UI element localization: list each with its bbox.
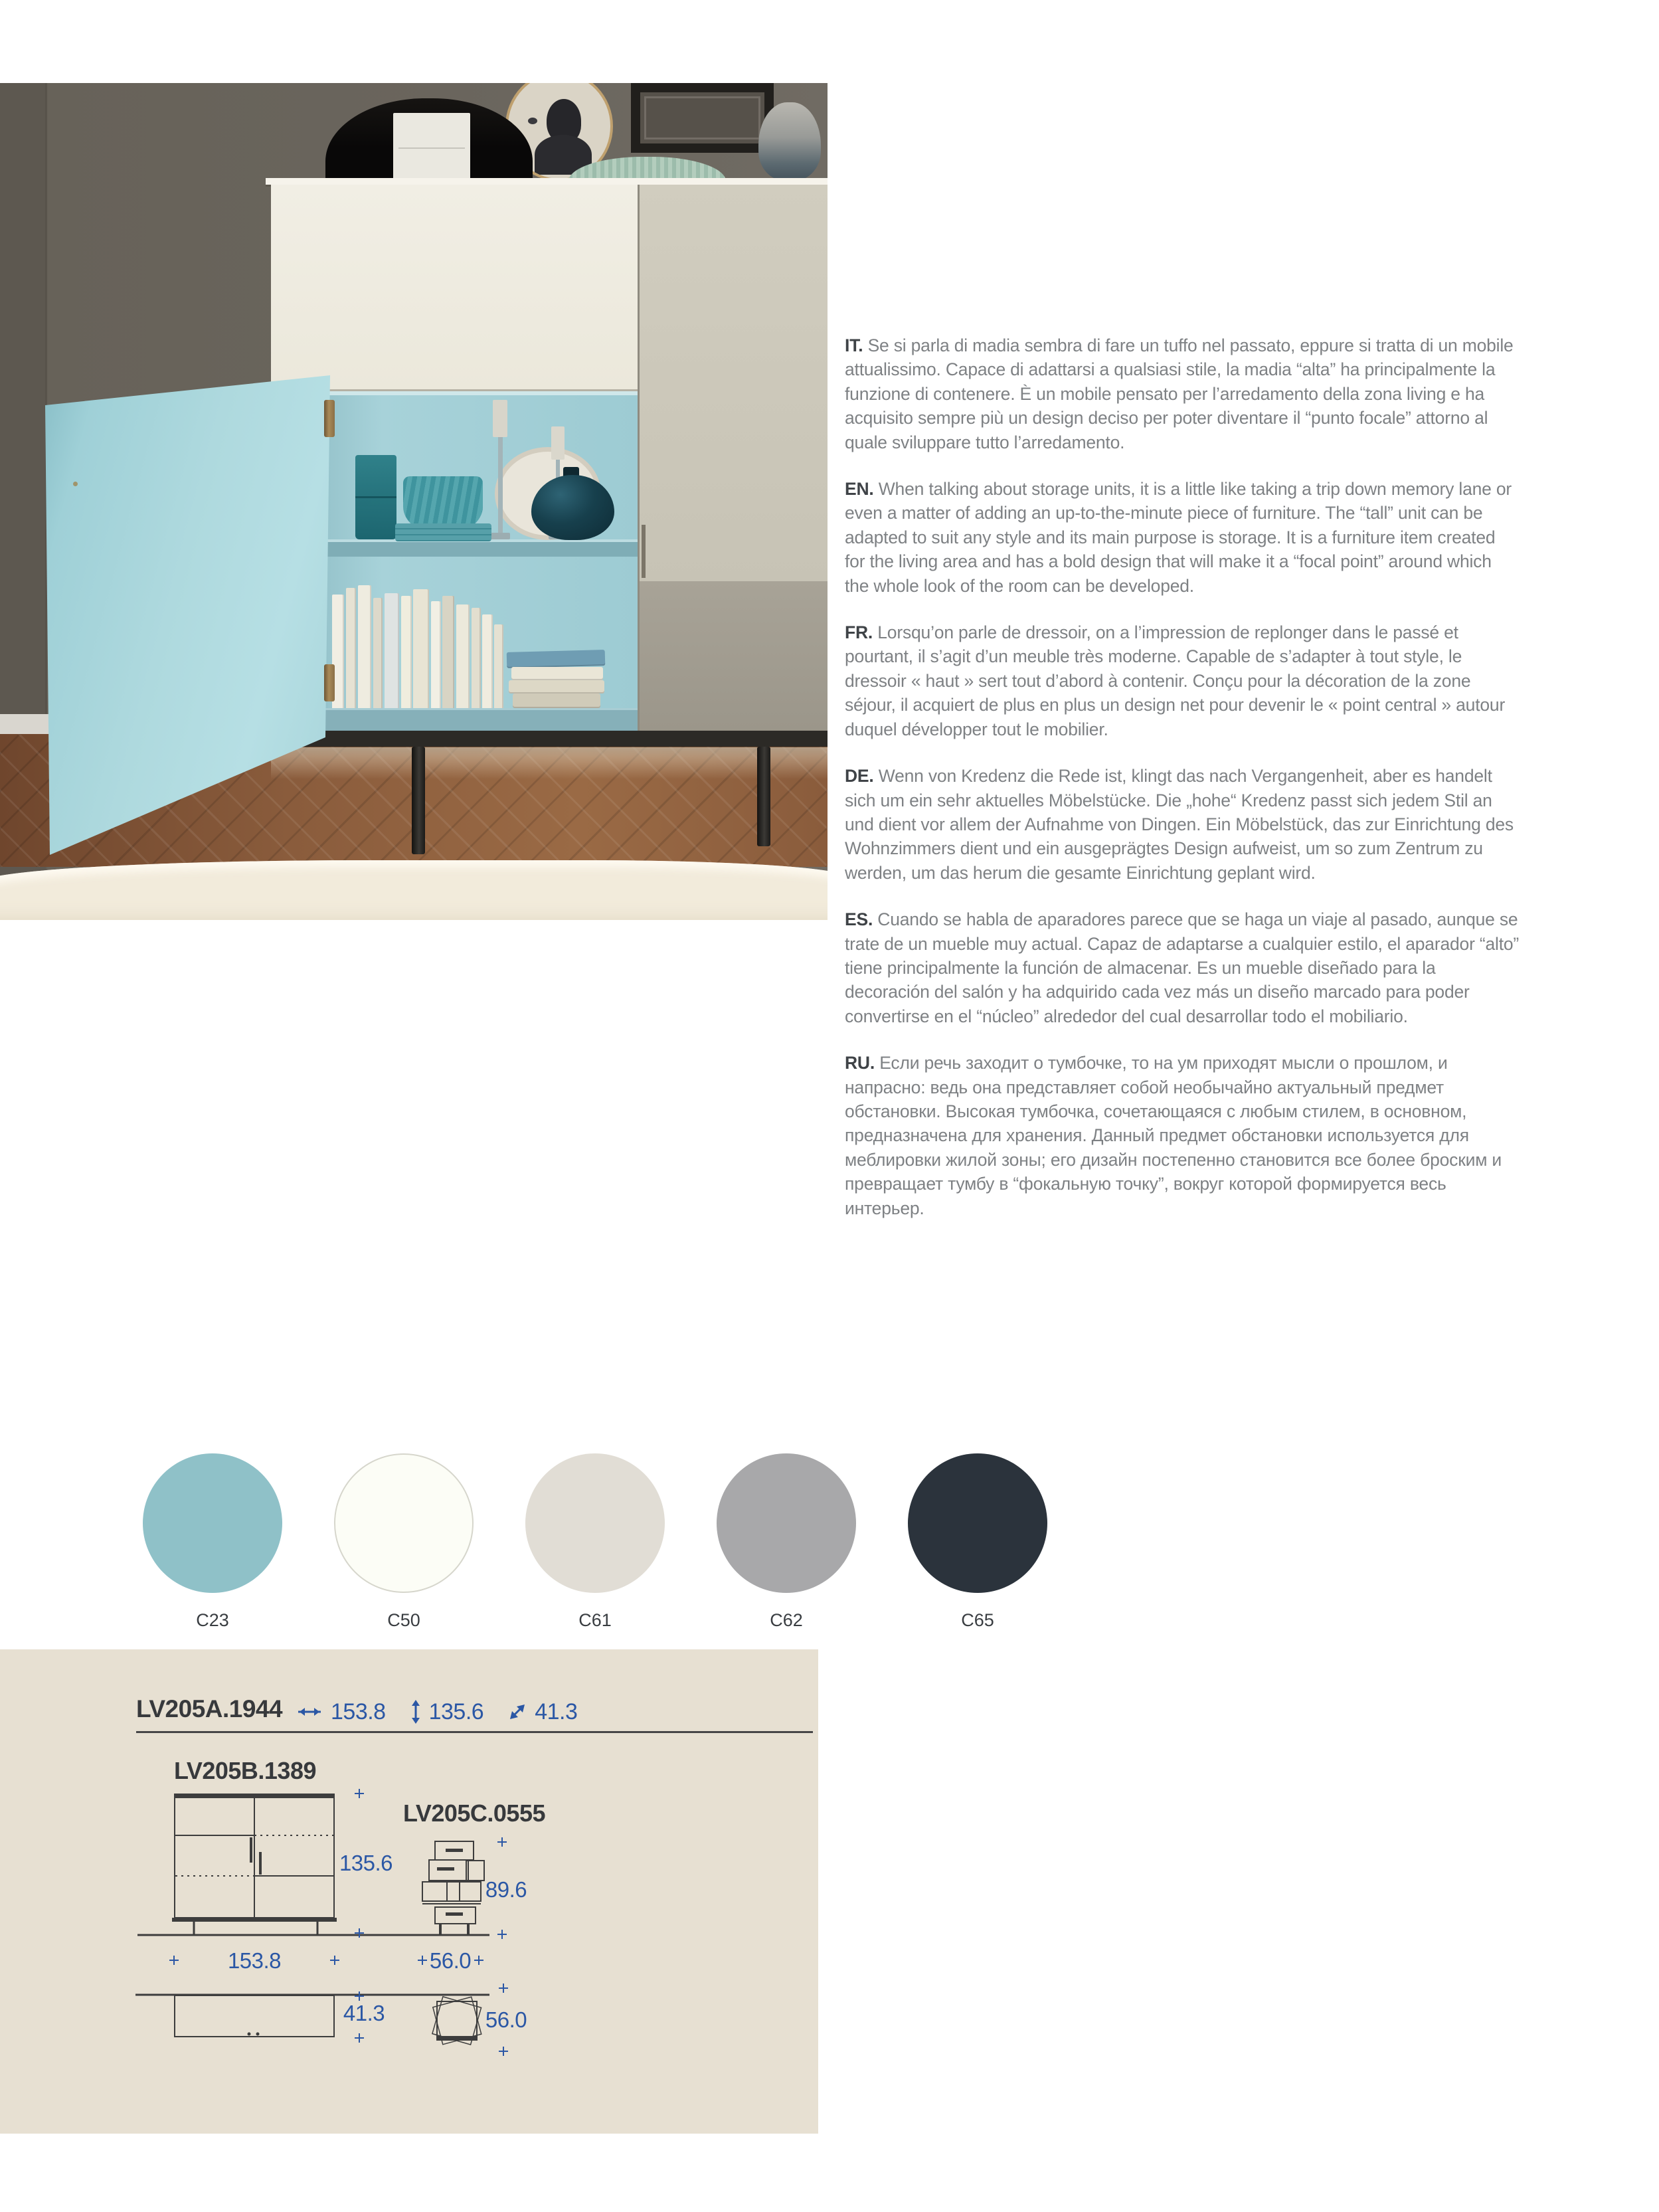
fur-rug	[0, 860, 828, 920]
butterfly-motif	[528, 118, 537, 124]
lang-prefix: EN.	[845, 479, 874, 500]
color-swatch-c23	[143, 1453, 282, 1593]
color-swatch-c61	[525, 1453, 665, 1593]
candlestick	[551, 426, 565, 460]
right-door-upper	[640, 185, 828, 581]
unit-c-height: 89.6	[485, 1877, 527, 1902]
hero-photo	[0, 83, 828, 920]
unit-b-code: LV205B.1389	[174, 1757, 316, 1784]
swatch-label: C62	[770, 1610, 803, 1630]
height-icon	[408, 1698, 423, 1726]
color-swatch-c62	[717, 1453, 856, 1593]
stacked-book	[509, 680, 604, 693]
swatch-label: C65	[961, 1610, 994, 1630]
book	[442, 596, 454, 708]
speaker	[325, 98, 533, 181]
spec-header	[136, 1695, 282, 1723]
depth-icon	[506, 1701, 529, 1723]
front-view-drawing	[172, 1794, 337, 1935]
book	[346, 588, 356, 708]
swatch-label: C50	[387, 1610, 420, 1630]
width-icon	[294, 1704, 325, 1720]
lang-prefix: ES.	[845, 909, 873, 930]
top-view-b-drawing	[175, 1995, 334, 2037]
color-swatch-c65	[908, 1453, 1047, 1593]
baseboard	[0, 714, 53, 735]
candlestick	[493, 400, 507, 437]
door-hinge	[324, 664, 335, 701]
door-handle	[642, 525, 646, 578]
book	[373, 598, 383, 708]
book	[413, 589, 429, 708]
unit-c-depth: 56.0	[485, 2007, 527, 2032]
side-stack-drawing	[422, 1841, 484, 1934]
speaker-front-panel	[393, 113, 470, 179]
technical-drawing	[0, 1727, 818, 2134]
swatch-label: C61	[578, 1610, 612, 1630]
width-value: 153.8	[331, 1699, 386, 1724]
stacked-book-blue	[507, 650, 606, 668]
lang-prefix: IT.	[845, 335, 863, 355]
book	[494, 624, 503, 708]
cabinet-top-surface	[266, 178, 828, 185]
overall-dimensions	[294, 1698, 590, 1726]
lang-prefix: RU.	[845, 1053, 875, 1073]
unit-b-height: 135.6	[339, 1851, 393, 1875]
ceramic-vase	[758, 102, 821, 181]
cabinet-leg	[412, 747, 425, 854]
right-door-lower	[640, 581, 828, 731]
teal-glass	[355, 455, 396, 539]
shelf	[302, 539, 638, 557]
compartment-floor	[302, 708, 638, 731]
depth-value: 41.3	[535, 1699, 578, 1724]
paragraph-en: EN. When talking about storage units, it is a little like taking a trip down memory lane or even a matter of adding an up-to-the-minute piece of furniture. The “tall” unit can be adapted to suit any style and its main purpose is storage. It is a furniture item created for the living area and has a bold design that will make it a “focal point” around which the whole look of the room can be developed.	[845, 479, 1512, 596]
book	[401, 596, 412, 708]
product-code: LV205A.1944	[136, 1695, 283, 1722]
lang-prefix: DE.	[845, 766, 874, 786]
height-value: 135.6	[428, 1699, 484, 1724]
paragraph-de: DE. Wenn von Kredenz die Rede ist, klingt das nach Vergangenheit, aber es handelt sich um ein sehr aktuelles Möbelstücke. Die „hohe“ Kredenz passt sich jedem Stil an und dient vor allem der Aufnahme von Dingen. Ein Möbelstück, das zur Einrichtung des Wohnzimmers dient und ein ausgeprägtes Design aufweist, um so zum Zentrum zu werden, um das herum die gesamte Einrichtung geplant wird.	[845, 766, 1514, 883]
book	[472, 608, 481, 708]
cabinet-leg	[757, 747, 770, 846]
unit-c-code: LV205C.0555	[403, 1799, 545, 1827]
stacked-book	[511, 667, 603, 680]
top-view-c-drawing	[432, 1997, 481, 2045]
unit-b-width: 153.8	[227, 1948, 282, 1973]
unit-b-depth: 41.3	[343, 2001, 385, 2025]
paragraph-ru: RU. Если речь заходит о тумбочке, то на ум приходят мысли о прошлом, и напрасно: ведь она представляет собой необычайно актуальный предмет обстановки. Высокая тумбочка, сочетающаяся с любым стилем, в основном, предназначена для хранения. Данный предмет обстановки используется для меблировки жилой зоны; его дизайн постепенно становится все более броским и превращает тумбу в “фокальную точку”, вокруг которой формируется весь интерьер.	[845, 1053, 1502, 1218]
book	[482, 614, 493, 708]
wall-picture-frame	[631, 83, 774, 153]
unit-c-width: 56.0	[429, 1948, 472, 1973]
swatch-label: C23	[196, 1610, 229, 1630]
book	[358, 585, 371, 708]
description-column	[845, 333, 1520, 1243]
book	[456, 604, 470, 708]
cabinet-base-rail	[279, 731, 828, 747]
door-hinge	[324, 400, 335, 437]
color-swatch-c50	[334, 1453, 474, 1593]
plate-stack	[395, 523, 491, 541]
lang-prefix: FR.	[845, 622, 873, 643]
book	[431, 601, 441, 708]
dark-teal-vase	[531, 475, 614, 540]
dimension-ticks	[169, 1789, 508, 2056]
paragraph-it: IT. Se si parla di madia sembra di fare un tuffo nel passato, eppure si tratta di un mobile attualissimo. Capace di adattarsi a qualsiasi stile, la madia “alta” ha principalmente la funzione di contenere. È un mobile pensato per l’arredamento della zona living e ha acquisito sempre più un design deciso per poter diventare il “punto focale” attorno al quale sviluppare tutto l’arredamento.	[845, 335, 1514, 452]
paragraph-es: ES. Cuando se habla de aparadores parece que se haga un viaje al pasado, aunque se trate de un mueble muy actual. Capaz de adaptarse a cualquier estilo, el aparador “alto” tiene principalmente la función de almacenar. Es un mueble diseñado para la decoración del salón y ha adquirido cada vez más un diseño marcado para poder convertirse en el “núcleo” alrededor del cual desarrollar todo el mobiliario.	[845, 909, 1520, 1026]
stacked-book	[513, 693, 600, 708]
flap-door	[271, 185, 638, 391]
book	[385, 593, 399, 708]
paragraph-fr: FR. Lorsqu’on parle de dressoir, on a l’impression de replonger dans le passé et pourtant, il s’agit d’un meuble très moderne. Capable de s’adapter à tout style, le dressoir « haut » sert tout d’abord à contenir. Conçu pour la décoration de la zone séjour, il acquiert de plus en plus un design net pour devenir le « point central » autour duquel développer tout le mobilier.	[845, 622, 1506, 739]
